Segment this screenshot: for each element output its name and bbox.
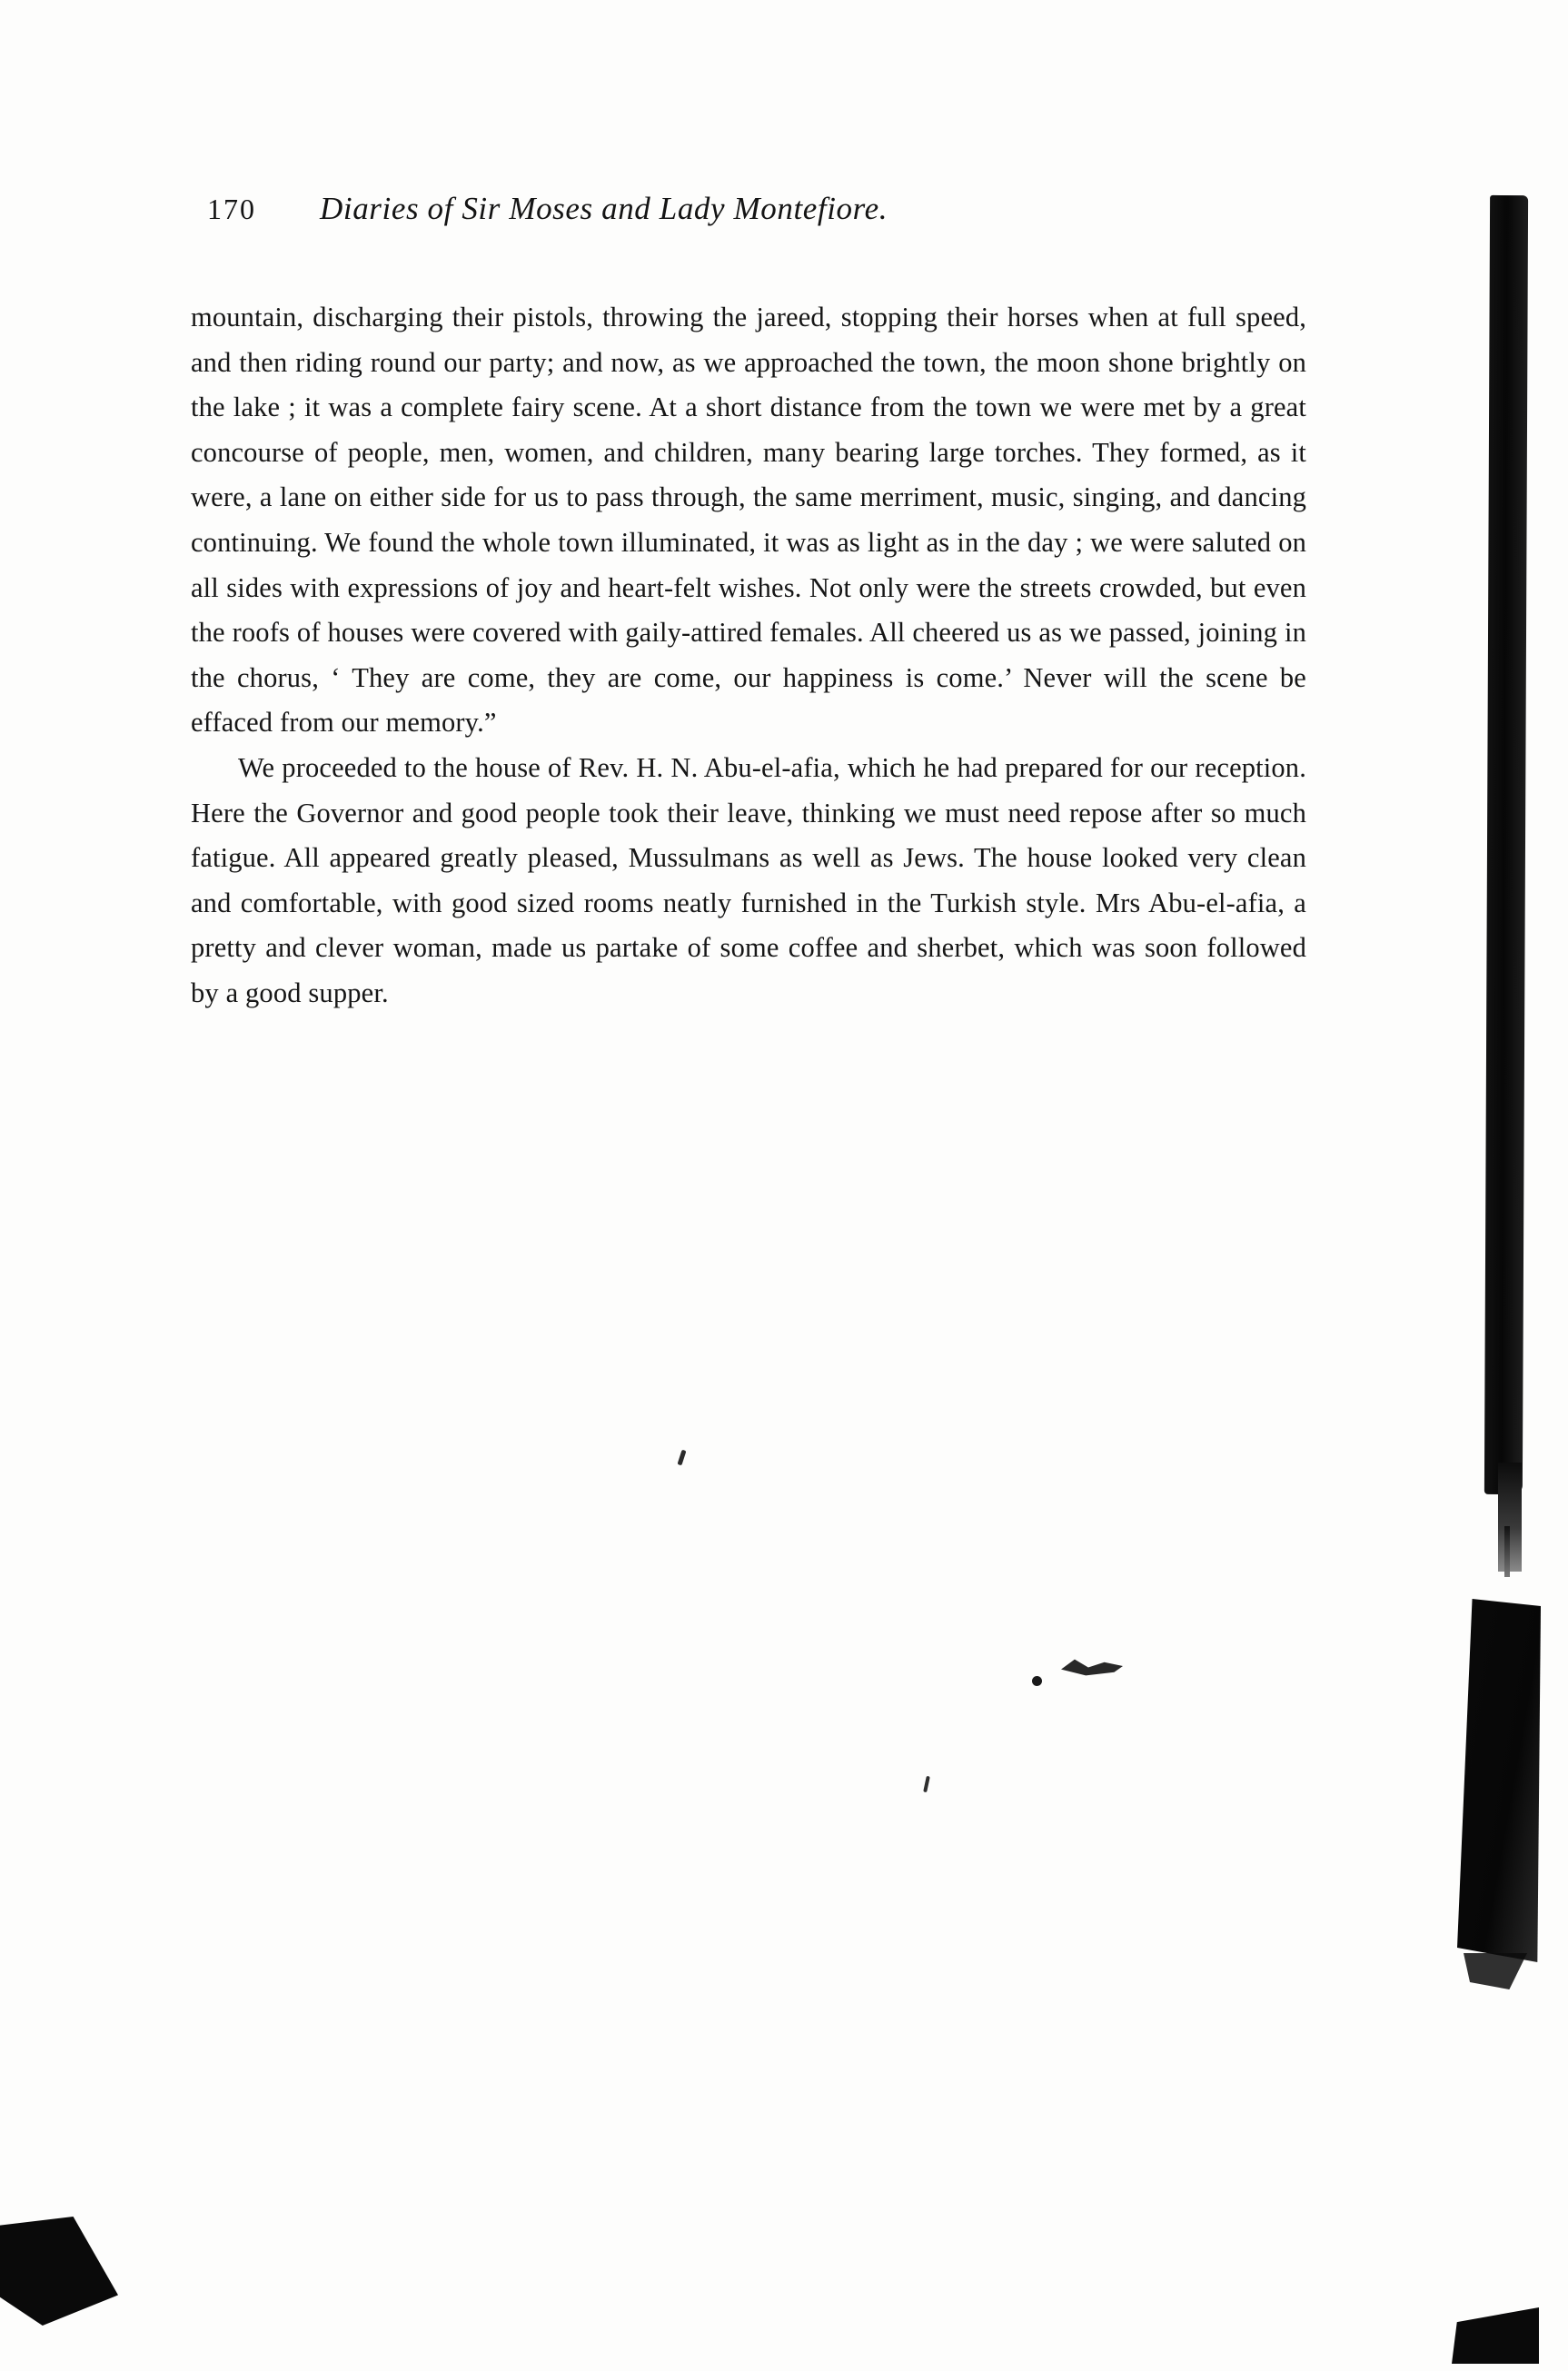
paragraph: mountain, discharging their pistols, throwing the jareed, stopping their horses when at full speed, and then riding round our party; and now, as we approached the town, the moon shone brightly on the lake ; it was a complete fairy scene. At a short distance from the town we were met by a great concourse of people, men, women, and children, many bearing large torches. They formed, as it were, a lane on either side for us to pass through, the same merriment, music, singing, and dancing continuing. We found the whole town illuminated, it was as light as in the day ; we were saluted on all sides with expressions of joy and heart-felt wishes. Not only were the streets crowded, but even the roofs of houses were covered with gaily-attired females. All cheered us as we passed, joining in the chorus, ‘ They are come, they are come, our happiness is come.’ Never will the scene be effaced from our memory.” <box>191 302 1306 739</box>
scan-speck <box>1032 1676 1042 1686</box>
page-number: 170 <box>207 193 256 225</box>
scan-edge-shadow-tail <box>1464 1953 1527 1989</box>
scan-smudge <box>1061 1655 1123 1679</box>
scan-mark <box>677 1450 686 1466</box>
scan-edge-shadow-taper <box>1498 1463 1522 1572</box>
paragraph: We proceeded to the house of Rev. H. N. Abu-el-afia, which he had prepared for our reception. Here the Governor and good people took their leave, thinking we must need repose after so much fatigue. All appeared greatly pleased, Mussulmans as well as Jews. The house looked very clean and comfortable, with good sized rooms neatly furnished in the Turkish style. Mrs Abu-el-afia, a pretty and clever woman, made us partake of some coffee and sherbet, which was soon followed by a good supper. <box>191 751 1306 1008</box>
scan-edge-shadow-lower <box>1457 1599 1541 1962</box>
running-title: Diaries of Sir Moses and Lady Montefiore. <box>320 191 888 226</box>
scan-edge-shadow <box>1484 195 1528 1494</box>
body-text <box>191 295 1306 1017</box>
running-head <box>207 191 1234 245</box>
scan-corner-artifact-left <box>0 2217 118 2326</box>
scan-mark <box>923 1776 930 1792</box>
scan-corner-artifact-right <box>1452 2307 1539 2364</box>
scan-hair-artifact <box>1504 1526 1510 1577</box>
